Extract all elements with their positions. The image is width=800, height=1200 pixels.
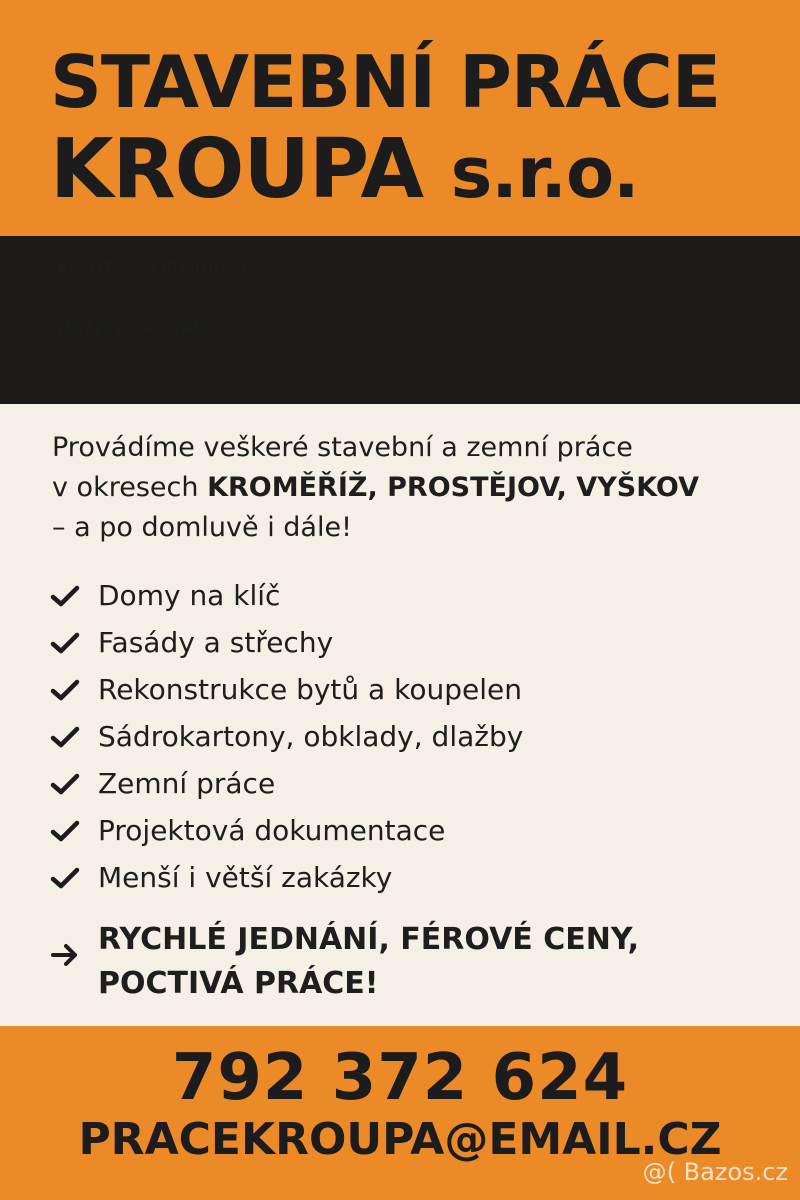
checkmark-icon — [50, 631, 80, 655]
header-title-line1: STAVEBNÍ PRÁCE — [50, 40, 721, 124]
header-title-line2 — [50, 124, 639, 219]
checkmark-icon — [50, 584, 80, 608]
checkmark-icon — [50, 772, 80, 796]
intro-line2 — [52, 468, 772, 508]
services-list — [50, 572, 523, 901]
header-banner — [0, 0, 800, 236]
service-item — [50, 572, 523, 619]
service-item — [50, 619, 523, 666]
watermark: @( Bazos.cz — [642, 1158, 788, 1186]
phone-number[interactable]: 792 372 624 — [171, 1041, 629, 1115]
cta-text — [98, 918, 639, 1006]
checkmark-icon — [50, 819, 80, 843]
service-item — [50, 666, 523, 713]
districts: KROMĚŘÍŽ, PROSTĚJOV, VYŠKOV — [207, 472, 700, 503]
email-address[interactable]: PRACEKROUPA@EMAIL.CZ — [78, 1114, 722, 1165]
service-label: Domy na klíč — [98, 578, 281, 612]
service-label: Fasády a střechy — [98, 625, 334, 659]
slogan-line2: MŮŽETE SPOLEHNOUT — [58, 320, 239, 339]
arrow-right-icon — [50, 940, 80, 970]
checkmark-icon — [50, 866, 80, 890]
service-label: Menší i větší zakázky — [98, 860, 393, 894]
checkmark-icon — [50, 678, 80, 702]
cta-line2: POCTIVÁ PRÁCE! — [98, 966, 379, 1001]
intro-paragraph — [52, 428, 772, 548]
company-name: KROUPA — [50, 122, 424, 217]
service-item — [50, 760, 523, 807]
service-label: Projektová dokumentace — [98, 813, 446, 847]
intro-line3: – a po domluvě i dále! — [52, 512, 352, 543]
service-label: Zemní práce — [98, 766, 276, 800]
service-item — [50, 854, 523, 901]
intro-line1: Provádíme veškeré stavební a zemní práce — [52, 432, 633, 463]
cta-line1: RYCHLÉ JEDNÁNÍ, FÉROVÉ CENY, — [98, 922, 639, 957]
service-item — [50, 807, 523, 854]
service-label: Sádrokartony, obklady, dlažby — [98, 719, 524, 753]
service-item — [50, 713, 523, 760]
checkmark-icon — [50, 725, 80, 749]
intro-line2-prefix: v okresech — [52, 472, 208, 503]
company-suffix: s.r.o. — [450, 132, 639, 214]
slogan-line1: KVALITA, NA KTEROU SE — [58, 258, 251, 277]
service-label: Rekonstrukce bytů a koupelen — [98, 672, 522, 706]
